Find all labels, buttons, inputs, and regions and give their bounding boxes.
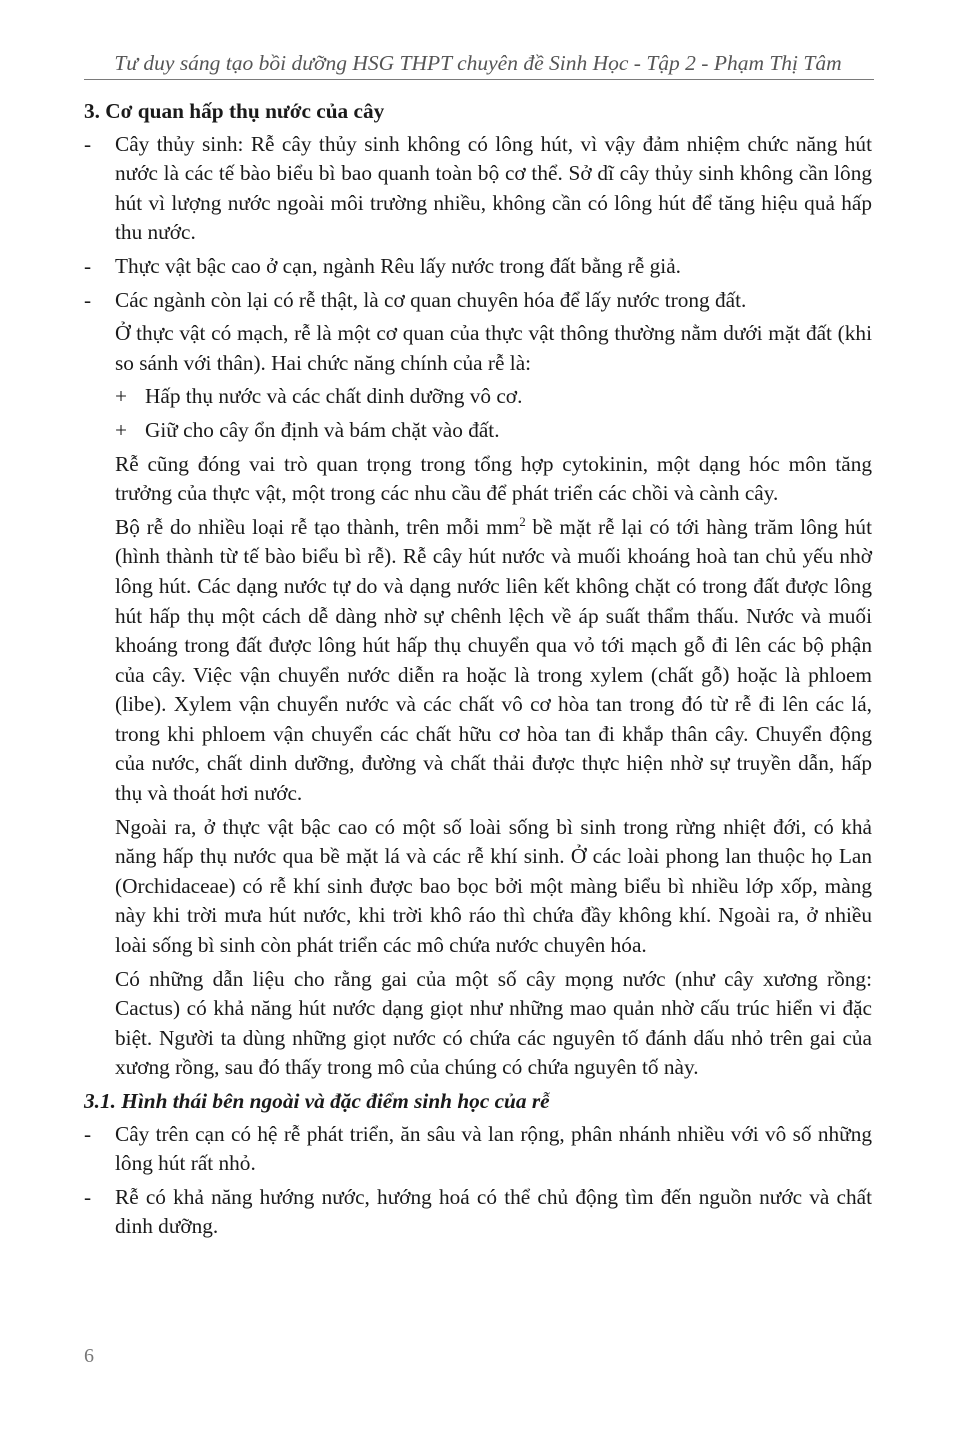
list-item [84,1120,872,1179]
paragraph-epiphytes: Ngoài ra, ở thực vật bậc cao có một số loài sống bì sinh trong rừng nhiệt đới, có khả năng hấp thụ nước qua bề mặt lá và các rễ khí sinh. Ở các loài phong lan thuộc họ Lan (Orchidaceae) có rễ khí sinh được bao bọc bởi một màng biểu bì nhiều lớp xốp, màng này khi trời mưa hút nước, khi trời khô ráo thì chứa đầy không khí. Ngoài ra, ở nhiều loài sống bì sinh còn phát triển các mô chứa nước chuyên hóa. [115,814,872,958]
plus-bullet: + [115,384,128,409]
page-body [84,97,872,1246]
section-title: 3. Cơ quan hấp thụ nước của cây [84,99,385,123]
paragraph-root-system [84,513,872,809]
list-item-text: Rễ có khả năng hướng nước, hướng hoá có thể chủ động tìm đến nguồn nước và chất dinh dưỡng. [115,1184,872,1239]
page-number: 6 [84,1345,94,1367]
superscript: 2 [519,513,526,529]
list-item [84,1183,872,1242]
dash-bullet: - [84,287,92,312]
dash-bullet: - [84,1121,92,1146]
running-header: Tư duy sáng tạo bồi dưỡng HSG THPT chuyên đề Sinh Học - Tập 2 - Phạm Thị Tâm [114,51,842,75]
subsection-title: 3.1. Hình thái bên ngoài và đặc điểm sinh học của rễ [84,1089,550,1113]
list-item [84,286,872,316]
list-item-text: Thực vật bậc cao ở cạn, ngành Rêu lấy nước trong đất bằng rễ giả. [115,253,681,278]
dash-bullet: - [84,1184,92,1209]
plus-bullet: + [115,417,128,442]
plus-list-item [84,416,872,446]
dash-bullet: - [84,253,92,278]
list-item [84,130,872,248]
header-divider [84,79,874,80]
paragraph-cactus: Có những dẫn liệu cho rằng gai của một số cây mọng nước (như cây xương rồng: Cactus) có khả năng hút nước dạng giọt như những mao quản nhờ cấu trúc hiển vi đặc biệt. Người ta dùng những giọt nước có chứa các nguyên tố đánh dấu nhỏ trên gai của xương rồng, sau đó thấy trong mô của chúng có chứa nguyên tố này. [115,966,872,1080]
paragraph-text: Bộ rễ do nhiều loại rễ tạo thành, trên mỗi mm [115,514,520,539]
plus-list-item [84,382,872,412]
paragraph-text: bề mặt rễ lại có tới hàng trăm lông hút (hình thành từ tế bào biểu bì rễ). Rễ cây hút nước và muối khoáng hoà tan chủ yếu nhờ lông hút. Các dạng nước tự do và dạng nước liên kết không chặt có trong đất được lông hút hấp thụ một cách dễ dàng nhờ sự chênh lệch về áp suất thẩm thấu. Nước và muối khoáng trong đất được lông hút hấp thụ chuyển qua vỏ tới mạch gỗ đi lên các bộ phận của cây. Việc vận chuyển nước diễn ra hoặc là trong xylem (chất gỗ) hoặc là phloem (libe). Xylem vận chuyển nước và các chất vô cơ hòa tan trong đó từ rễ đi lên các lá, trong khi phloem vận chuyển các chất hữu cơ hòa tan đi khắp thân cây. Chuyển động của nước, chất dinh dưỡng, đường và chất thải được thực hiện nhờ sự truyền dẫn, hấp thụ và thoát hơi nước. [115,514,873,806]
list-item [84,252,872,282]
paragraph-cytokinin: Rễ cũng đóng vai trò quan trọng trong tổng hợp cytokinin, một dạng hóc môn tăng trưởng của thực vật, một trong các nhu cầu để phát triển các chồi và cành cây. [115,451,872,506]
paragraph-root-functions: Ở thực vật có mạch, rễ là một cơ quan của thực vật thông thường nằm dưới mặt đất (khi so sánh với thân). Hai chức năng chính của rễ là: [115,321,872,375]
dash-bullet: - [84,131,92,156]
plus-item-text: Hấp thụ nước và các chất dinh dưỡng vô cơ. [145,384,523,409]
list-item-text: Cây trên cạn có hệ rễ phát triển, ăn sâu và lan rộng, phân nhánh nhiều với vô số những lông hút rất nhỏ. [115,1121,872,1176]
list-item-text: Cây thủy sinh: Rễ cây thủy sinh không có lông hút, vì vậy đảm nhiệm chức năng hút nước là các tế bào biểu bì bao quanh toàn bộ cơ thể. Sở dĩ cây thủy sinh không cần lông hút vì lượng nước ngoài môi trường nhiều, không cần có lông hút để tăng hiệu quả hấp thu nước. [115,131,872,245]
list-item-text: Các ngành còn lại có rễ thật, là cơ quan chuyên hóa để lấy nước trong đất. [115,287,747,312]
plus-item-text: Giữ cho cây ổn định và bám chặt vào đất. [145,417,500,442]
